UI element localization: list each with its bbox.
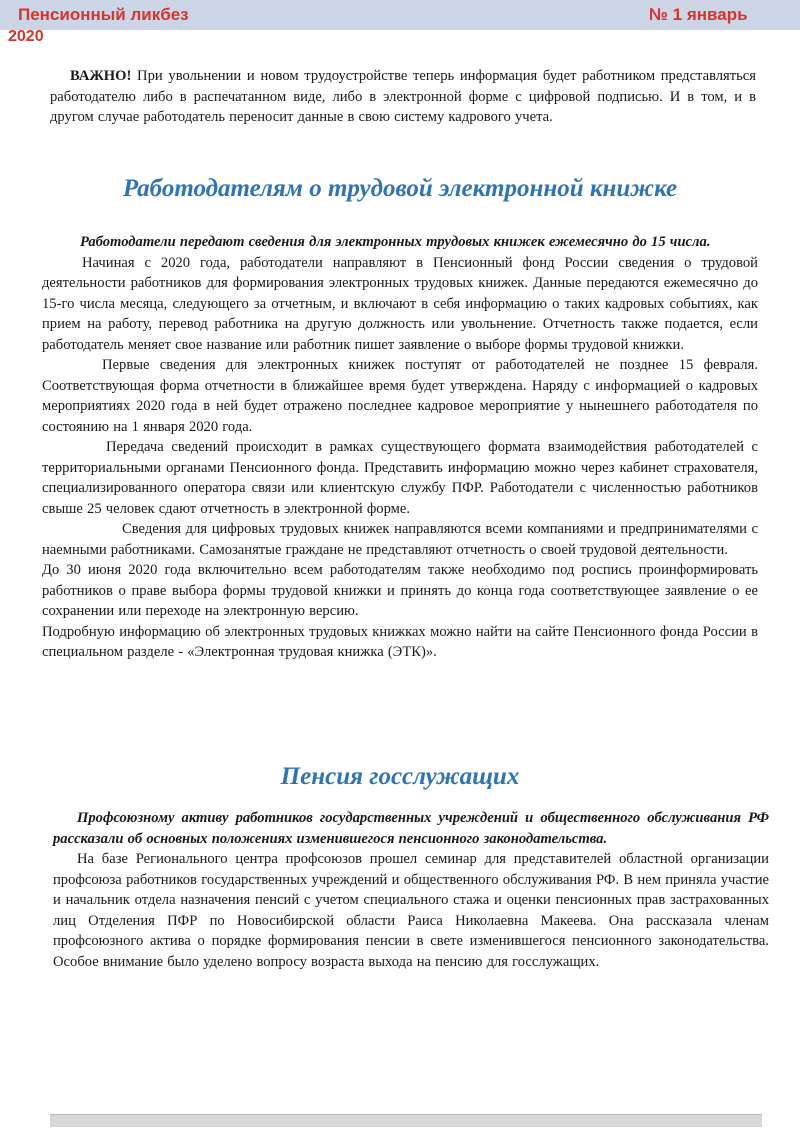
issue-number: № 1 январь	[649, 5, 748, 24]
section-etk-paragraph: До 30 июня 2020 года включительно всем работодателям также необходимо под роспись проинформировать работников о праве выбора формы трудовой книжки и принять до конца года соответствующее заявление о ее сохранении или переходе на электронную версию.	[42, 562, 758, 619]
important-text: При увольнении и новом трудоустройстве теперь информация будет работником представляться работодателю либо в распечатанном виде, либо в электронной форме с цифровой подписью. И в том, и в другом случае работодатель переносит данные в свою систему кадрового учета.	[50, 68, 756, 125]
issue-year: 2020	[8, 28, 44, 45]
section-pension-body	[53, 808, 769, 972]
section-heading-etk: Работодателям о трудовой электронной книжке	[122, 175, 678, 202]
section-pension-paragraph: На базе Регионального центра профсоюзов прошел семинар для представителей областной организации профсоюза работников государственных учреждений и общественного обслуживания РФ. В нем приняла участие и начальник отдела назначения пенсий с учетом специального стажа и оценки пенсионных прав застрахованных лиц Отделения ПФР по Новосибирской области Раиса Николаевна Макеева. Она рассказала членам профсоюзного актива о порядке формирования пенсии в свете изменившегося пенсионного законодательства. Особое внимание было уделено вопросу возраста выхода на пенсию для госслужащих.	[53, 851, 769, 970]
section-etk-body	[42, 232, 758, 663]
section-pension-lead: Профсоюзному активу работников государственных учреждений и общественного обслуживания РФ рассказали об основных положениях изменившегося пенсионного законодательства.	[53, 810, 769, 847]
important-label: ВАЖНО!	[70, 68, 132, 84]
section-etk-paragraph: Первые сведения для электронных книжек поступят от работодателей не позднее 15 февраля. Соответствующая форма отчетности в ближайшее время будет утверждена. Наряду с информацией о кадровых мероприятиях 2020 года в ней будет отражено последнее кадровое мероприятие у нынешнего работодателя по состоянию на 1 января 2020 года.	[42, 357, 758, 435]
important-note	[50, 66, 756, 128]
section-etk-paragraph: Начиная с 2020 года, работодатели направляют в Пенсионный фонд России сведения о трудовой деятельности работников для формирования электронных трудовых книжек. Данные передаются ежемесячно до 15-го числа месяца, следующего за отчетным, и включают в себя информацию о таких кадровых событиях, как прием на работу, перевод работника на другую должность или увольнение. Отчетность также подается, если работодатель меняет свое название или работник пишет заявление о выборе формы трудовой книжки.	[42, 254, 758, 353]
newsletter-title: Пенсионный ликбез	[18, 5, 189, 24]
footer-bar	[50, 1114, 762, 1127]
section-heading-pension: Пенсия госслужащих	[280, 763, 520, 790]
section-etk-paragraph: Передача сведений происходит в рамках существующего формата взаимодействия работодателей с территориальными органами Пенсионного фонда. Представить информацию можно через кабинет страхователя, специализированного оператора связи или клиентскую службу ПФР. Работодатели с численностью работников свыше 25 человек сдают отчетность в электронной форме.	[42, 439, 758, 517]
section-etk-paragraph: Сведения для цифровых трудовых книжек направляются всеми компаниями и предпринимателями с наемными работниками. Самозанятые граждане не представляют отчетность о своей трудовой деятельности.	[42, 521, 758, 558]
section-etk-paragraph: Подробную информацию об электронных трудовых книжках можно найти на сайте Пенсионного фонда России в специальном разделе - «Электронная трудовая книжка (ЭТК)».	[42, 623, 758, 660]
section-etk-lead: Работодатели передают сведения для электронных трудовых книжек ежемесячно до 15 числа.	[80, 234, 711, 250]
important-paragraph	[50, 66, 756, 128]
